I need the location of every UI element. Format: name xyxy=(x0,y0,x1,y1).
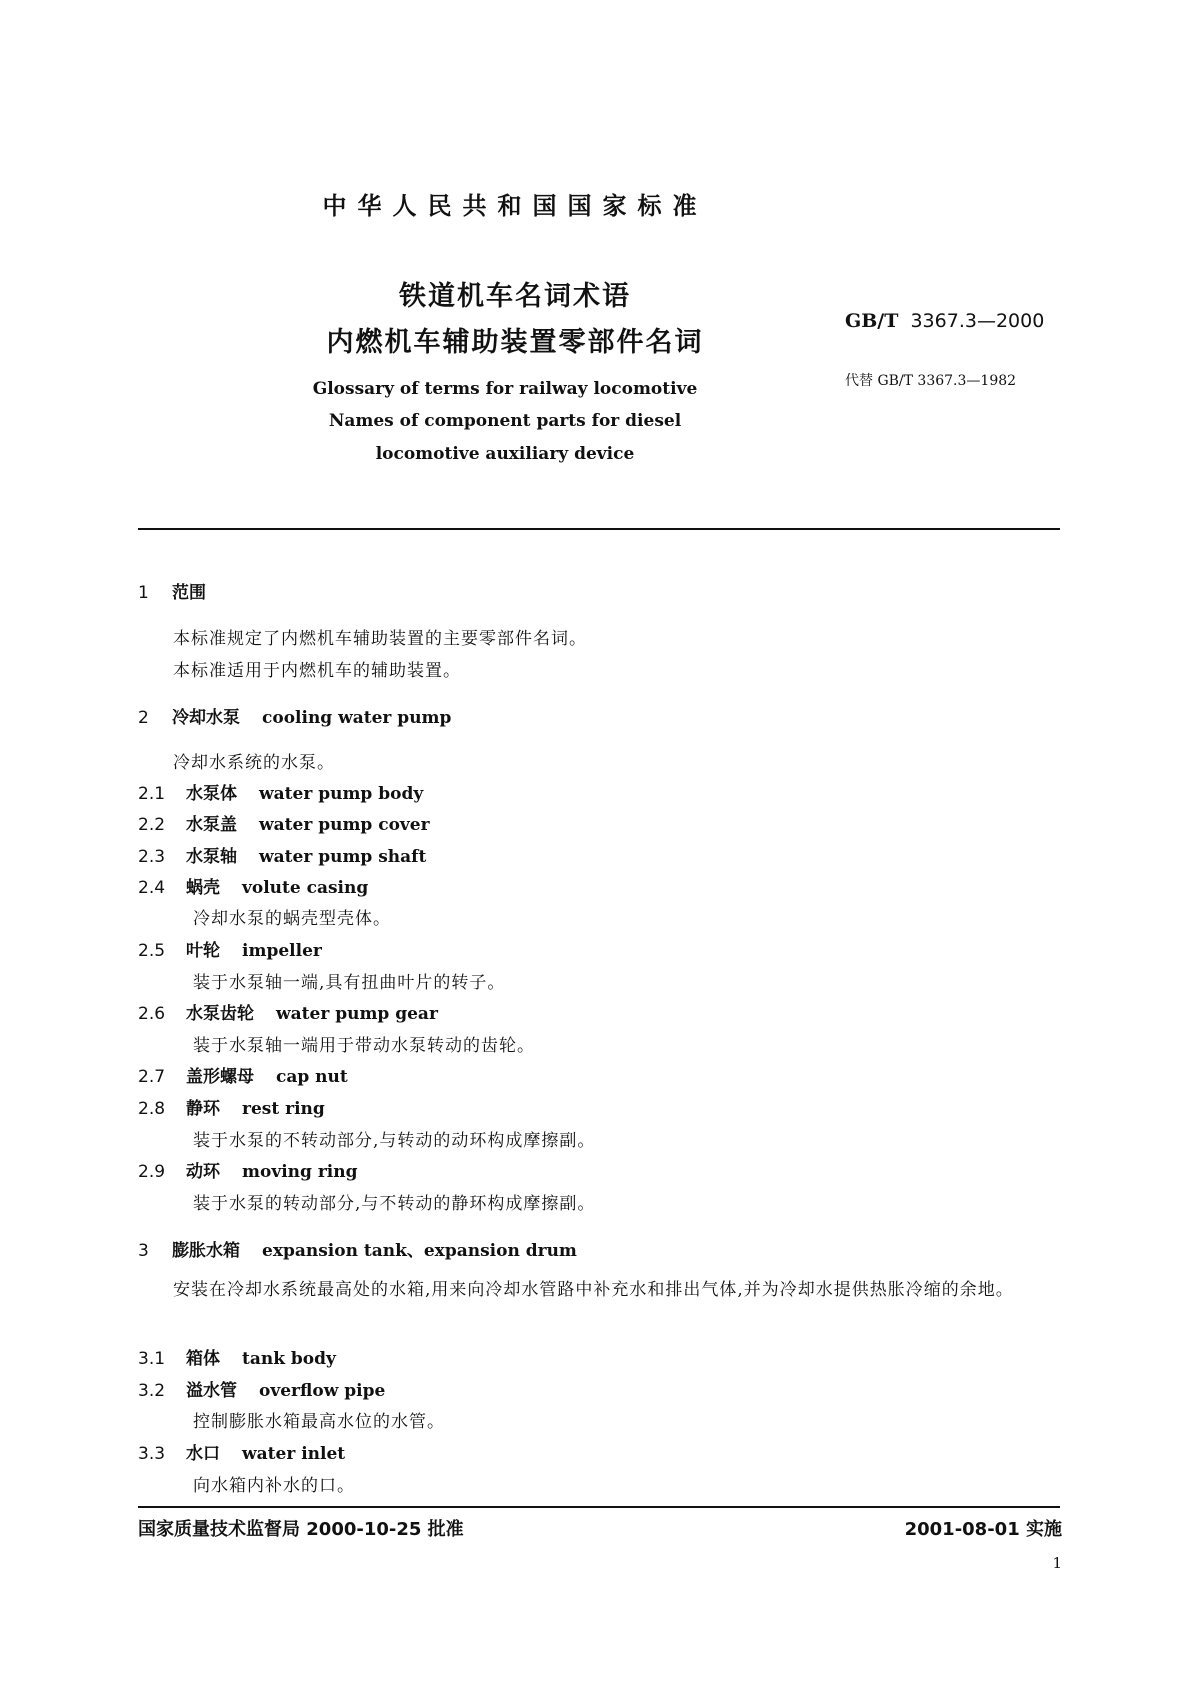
english-title-line-1: Glossary of terms for railway locomotive xyxy=(312,379,698,399)
term-2-3: 2.3 水泵轴 water pump shaft xyxy=(138,847,427,867)
term-2-1: 2.1 水泵体 water pump body xyxy=(138,784,424,804)
standard-number xyxy=(845,310,1044,332)
section-2-definition: 冷却水系统的水泵。 xyxy=(173,753,335,773)
term-2-5: 2.5 叶轮 impeller xyxy=(138,941,322,961)
implementation-date: 2001-08-01 实施 xyxy=(904,1519,1062,1540)
standard-prefix: GB/T xyxy=(845,310,899,332)
standard-code: 3367.3—2000 xyxy=(910,310,1045,332)
footer-divider xyxy=(138,1506,1060,1508)
term-2-9: 2.9 动环 moving ring xyxy=(138,1162,358,1182)
term-3-3: 3.3 水口 water inlet xyxy=(138,1444,346,1464)
national-standard-heading: 中华人民共和国国家标准 xyxy=(322,192,708,220)
section-2-heading: 2 冷却水泵 cooling water pump xyxy=(138,708,452,728)
section-1-definition-1: 本标准规定了内燃机车辅助装置的主要零部件名词。 xyxy=(173,629,587,649)
term-3-2: 3.2 溢水管 overflow pipe xyxy=(138,1381,386,1401)
term-2-6: 2.6 水泵齿轮 water pump gear xyxy=(138,1004,438,1024)
term-3-3-definition: 向水箱内补水的口。 xyxy=(193,1476,355,1496)
title-line-1: 铁道机车名词术语 xyxy=(399,281,631,312)
page-number: 1 xyxy=(1052,1554,1062,1572)
term-2-8-definition: 装于水泵的不转动部分,与转动的动环构成摩擦副。 xyxy=(193,1131,596,1151)
term-2-5-definition: 装于水泵轴一端,具有扭曲叶片的转子。 xyxy=(193,973,506,993)
english-title-line-3: locomotive auxiliary device xyxy=(375,444,635,464)
term-2-8: 2.8 静环 rest ring xyxy=(138,1099,325,1119)
header-divider xyxy=(138,528,1060,530)
section-3-definition: 安装在冷却水系统最高处的水箱,用来向冷却水管路中补充水和排出气体,并为冷却水提供热胀冷缩的余地。 xyxy=(173,1280,1014,1300)
replaces-standard: 代替 GB/T 3367.3—1982 xyxy=(845,373,1017,389)
term-2-6-definition: 装于水泵轴一端用于带动水泵转动的齿轮。 xyxy=(193,1036,535,1056)
term-2-4: 2.4 蜗壳 volute casing xyxy=(138,878,369,898)
approval-date: 国家质量技术监督局 2000-10-25 批准 xyxy=(138,1519,464,1540)
term-2-4-definition: 冷却水泵的蜗壳型壳体。 xyxy=(193,909,391,929)
section-3-heading: 3 膨胀水箱 expansion tank、expansion drum xyxy=(138,1241,577,1261)
term-2-9-definition: 装于水泵的转动部分,与不转动的静环构成摩擦副。 xyxy=(193,1194,596,1214)
section-1-definition-2: 本标准适用于内燃机车的辅助装置。 xyxy=(173,661,461,681)
section-1-heading: 1 范围 xyxy=(138,583,206,603)
term-2-7: 2.7 盖形螺母 cap nut xyxy=(138,1067,348,1087)
title-line-2: 内燃机车辅助装置零部件名词 xyxy=(326,327,704,358)
english-title-line-2: Names of component parts for diesel xyxy=(328,411,682,431)
term-3-1: 3.1 箱体 tank body xyxy=(138,1349,336,1369)
term-2-2: 2.2 水泵盖 water pump cover xyxy=(138,815,430,835)
term-3-2-definition: 控制膨胀水箱最高水位的水管。 xyxy=(193,1412,445,1432)
